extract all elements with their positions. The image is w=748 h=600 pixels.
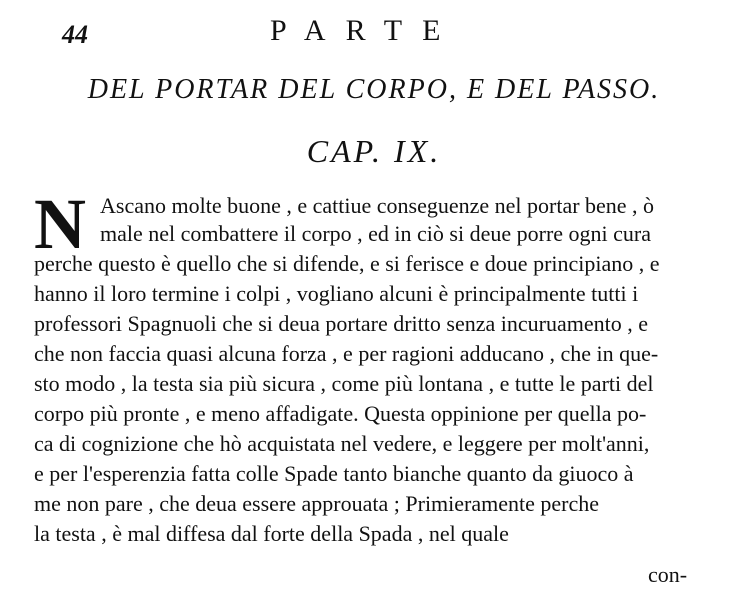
running-head: PARTE [270,14,461,47]
text-line: me non pare , che deua essere approuata ; Primieramente perche [34,491,600,516]
text-line: male nel combattere il corpo , ed in ciò si deue porre ogni cura [100,221,652,246]
text-line: ca di cognizione che hò acquistata nel vedere, e leggere per molt'anni, [34,431,650,456]
chapter-number: CAP. IX. [306,133,442,169]
text-line: che non faccia quasi alcuna forza , e per ragioni adducano , che in que- [34,341,659,366]
text-line: la testa , è mal diffesa dal forte della Spada , nel quale [34,521,509,546]
catchword: con- [648,562,688,587]
text-line: Ascano molte buone , e cattiue conseguenze nel portar bene , ò [100,193,655,218]
page-number: 44 [62,20,88,49]
chapter-title: DEL PORTAR DEL CORPO, E DEL PASSO. [87,74,661,105]
text-line: sto modo , la testa sia più sicura , come più lontana , e tutte le parti del [34,371,654,396]
text-line: perche questo è quello che si difende, e si ferisce e doue principiano , e [34,251,660,276]
text-line: hanno il loro termine i colpi , vogliano alcuni è principalmente tutti i [34,281,639,306]
text-line: professori Spagnuoli che si deua portare dritto senza incuruamento , e [34,311,648,336]
text-line: corpo più pronte , e meno affadigate. Questa oppinione per quella po- [34,401,647,426]
text-line: e per l'esperenzia fatta colle Spade tanto bianche quanto da giuoco à [34,461,634,486]
drop-cap: N [34,184,86,264]
